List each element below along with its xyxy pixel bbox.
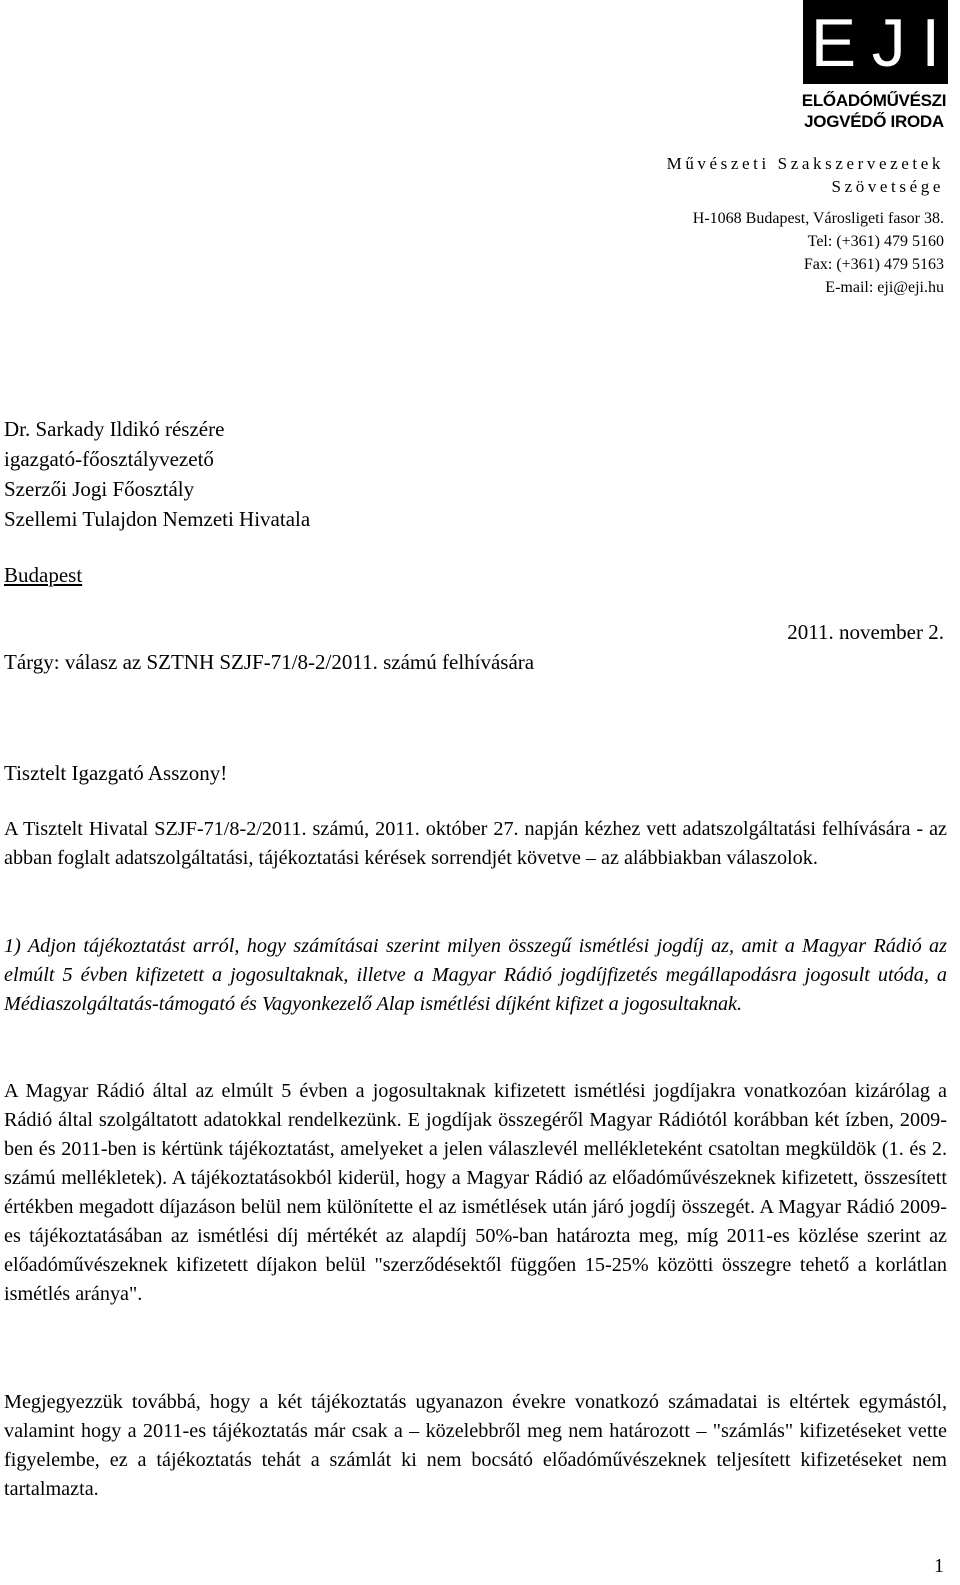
recipient-name: Dr. Sarkady Ildikó részére <box>4 417 225 441</box>
logo-text-line1: ELŐADÓMŰVÉSZI <box>801 91 947 110</box>
logo-text-line2: JOGVÉDŐ IRODA <box>804 112 944 131</box>
recipient-title: igazgató-főosztályvezető <box>4 447 214 471</box>
paragraph-answer-1: A Magyar Rádió által az elmúlt 5 évben a jogosultaknak kifizetett ismétlési jogdíjakra vonatkozóan kizárólag a Rádió által szolgáltatott adatokkal rendelkezünk. E jogdíjak összegéről Magyar Rádiótól korábban két ízben, 2009-ben és 2011-ben is kértünk tájékoztatást, amelyeket a jelen válaszlevél mellékleteként csatoltan megküldök (1. és 2. számú mellékletek). A tájékoztatásokból kiderül, hogy a Magyar Rádió az előadóművészeknek kifizetett, összesített értékben megadott díjazáson belül nem különítette el az ismétlések után járó jogdíj összegét. A Magyar Rádió 2009-es tájékoztatásában az ismétlési díj mértékét az alapdíj 50%-ban határozta meg, míg 2011-es közlése szerint az előadóművészeknek kifizetett díjakon belül "szerződésektől függően 15-25% közötti összegre tehető a korlátlan ismétlés aránya". <box>4 1080 947 1305</box>
paragraph-question-1: 1) Adjon tájékoztatást arról, hogy számításai szerint milyen összegű ismétlési jogdíj az, amit a Magyar Rádió az elmúlt 5 évben kifizetett a jogosultaknak, illetve a Magyar Rádió jogdíjfizetés megállapodásra jogosult utóda, a Médiaszolgáltatás-támogató és Vagyonkezelő Alap ismétlési díjként kifizet a jogosultaknak. <box>4 935 947 1015</box>
logo-letter-i: I <box>921 5 941 81</box>
paragraph-intro: A Tisztelt Hivatal SZJF-71/8-2/2011. számú, 2011. október 27. napján kézhez vett adatszolgáltatási felhívására - az abban foglalt adatszolgáltatási, tájékoztatási kérések sorrendjét követve – az alábbiakban válaszolok. <box>4 818 947 869</box>
org-name-line2: Szövetsége <box>831 177 944 196</box>
org-name-line1: Művészeti Szakszervezetek <box>666 154 944 173</box>
recipient-office: Szellemi Tulajdon Nemzeti Hivatala <box>4 507 311 531</box>
logo-letter-j: J <box>871 5 906 81</box>
page-number: 1 <box>934 1555 944 1577</box>
org-address: H-1068 Budapest, Városligeti fasor 38. <box>692 210 944 227</box>
org-email: E-mail: eji@eji.hu <box>825 279 944 296</box>
recipient-department: Szerzői Jogi Főosztály <box>4 477 195 501</box>
logo-letters <box>803 4 948 82</box>
org-fax: Fax: (+361) 479 5163 <box>803 256 944 273</box>
org-tel: Tel: (+361) 479 5160 <box>807 233 944 250</box>
salutation: Tisztelt Igazgató Asszony! <box>4 761 228 785</box>
paragraph-answer-2: Megjegyezzük továbbá, hogy a két tájékoztatás ugyanazon évekre vonatkozó számadatai is eltértek egymástól, valamint hogy a 2011-es tájékoztatás már csak a – közelebbről meg nem határozott – "számlás" kifizetéseket vette figyelembe, ez a tájékoztatás tehát a számlát ki nem bocsátó előadóművészeknek teljesített kifizetéseket nem tartalmazta. <box>4 1391 947 1500</box>
letter-subject: Tárgy: válasz az SZTNH SZJF-71/8-2/2011. számú felhívására <box>4 650 535 674</box>
logo-letter-e: E <box>810 5 857 81</box>
recipient-city: Budapest <box>4 563 83 587</box>
letter-date: 2011. november 2. <box>787 620 944 644</box>
